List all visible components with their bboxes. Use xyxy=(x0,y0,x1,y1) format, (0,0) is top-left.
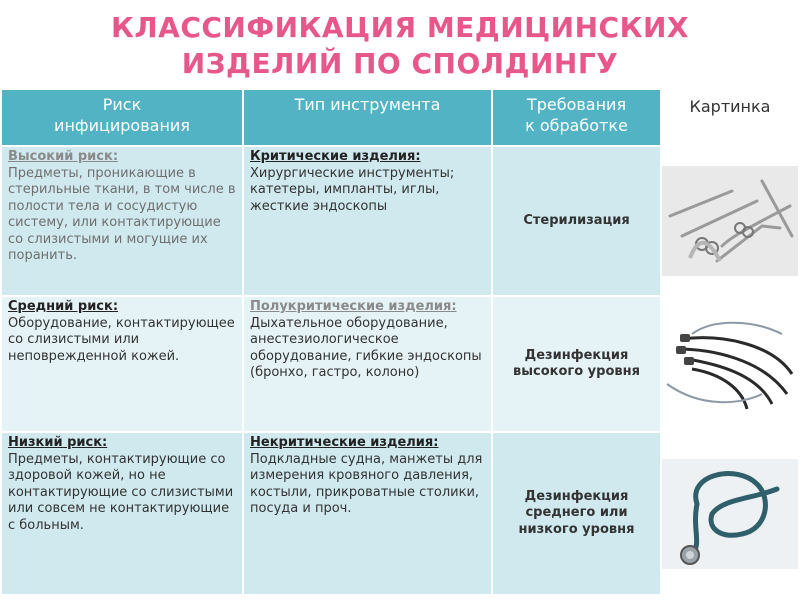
requirement-text: Дезинфекция среднего или низкого уровня xyxy=(518,488,635,537)
row-medium-requirement-cell xyxy=(493,297,660,431)
surgical-instruments-icon xyxy=(662,166,798,276)
row-medium-risk-cell xyxy=(2,297,242,431)
header-picture xyxy=(662,90,798,145)
risk-title: Высокий риск: xyxy=(8,149,119,164)
row-high-type-cell xyxy=(244,147,491,295)
classification-table xyxy=(2,90,798,594)
title-line-2: ИЗДЕЛИЙ ПО СПОЛДИНГУ xyxy=(181,47,619,80)
type-text: Подкладные судна, манжеты для измерения кровяного давления, костыли, прикроватные столики, посуда и проч. xyxy=(250,451,483,516)
type-text: Дыхательное оборудование, анестезиологическое оборудование, гибкие эндоскопы (бронхо, гастро, колоно) xyxy=(250,315,482,380)
header-req-line-2: к обработке xyxy=(525,116,628,135)
row-low-requirement-cell xyxy=(493,433,660,594)
requirement-text: Стерилизация xyxy=(523,212,630,228)
header-type-label: Тип инструмента xyxy=(294,95,441,114)
header-type xyxy=(244,90,491,145)
type-title: Критические изделия: xyxy=(250,149,421,164)
header-risk-line-1: Риск xyxy=(102,95,142,114)
header-risk-line-2: инфицирования xyxy=(54,116,190,135)
risk-text: Предметы, контактирующие со здоровой кожей, но не контактирующие со слизистыми или совсем не контактирующие с больным. xyxy=(8,451,234,533)
row-medium-type-cell xyxy=(244,297,491,431)
risk-title: Низкий риск: xyxy=(8,435,108,450)
risk-text: Предметы, проникающие в стерильные ткани, в том числе в полости тела и сосудистую систему, или контактирующие со слизистыми и могущие их поранить. xyxy=(8,165,236,263)
flexible-endoscopes-image xyxy=(662,297,798,431)
stethoscope-icon xyxy=(662,459,798,569)
header-risk xyxy=(2,90,242,145)
surgical-instruments-image xyxy=(662,147,798,295)
type-title: Некритические изделия: xyxy=(250,435,439,450)
row-high-risk-cell xyxy=(2,147,242,295)
title-line-1: КЛАССИФИКАЦИЯ МЕДИЦИНСКИХ xyxy=(111,11,689,44)
header-req-line-1: Требования xyxy=(526,95,627,114)
risk-title: Средний риск: xyxy=(8,299,119,314)
risk-text: Оборудование, контактирующее со слизистыми или неповрежденной кожей. xyxy=(8,315,235,364)
row-low-risk-cell xyxy=(2,433,242,594)
flexible-endoscope-icon xyxy=(662,314,798,414)
requirement-text: Дезинфекция высокого уровня xyxy=(513,347,640,379)
stethoscope-image xyxy=(662,433,798,594)
row-low-type-cell xyxy=(244,433,491,594)
header-picture-label: Картинка xyxy=(689,97,771,116)
type-text: Хирургические инструменты; катетеры, импланты, иглы, жесткие эндоскопы xyxy=(250,165,455,214)
type-title: Полукритические изделия: xyxy=(250,299,457,314)
row-high-requirement-cell xyxy=(493,147,660,295)
page-title xyxy=(0,10,800,82)
header-requirements xyxy=(493,90,660,145)
